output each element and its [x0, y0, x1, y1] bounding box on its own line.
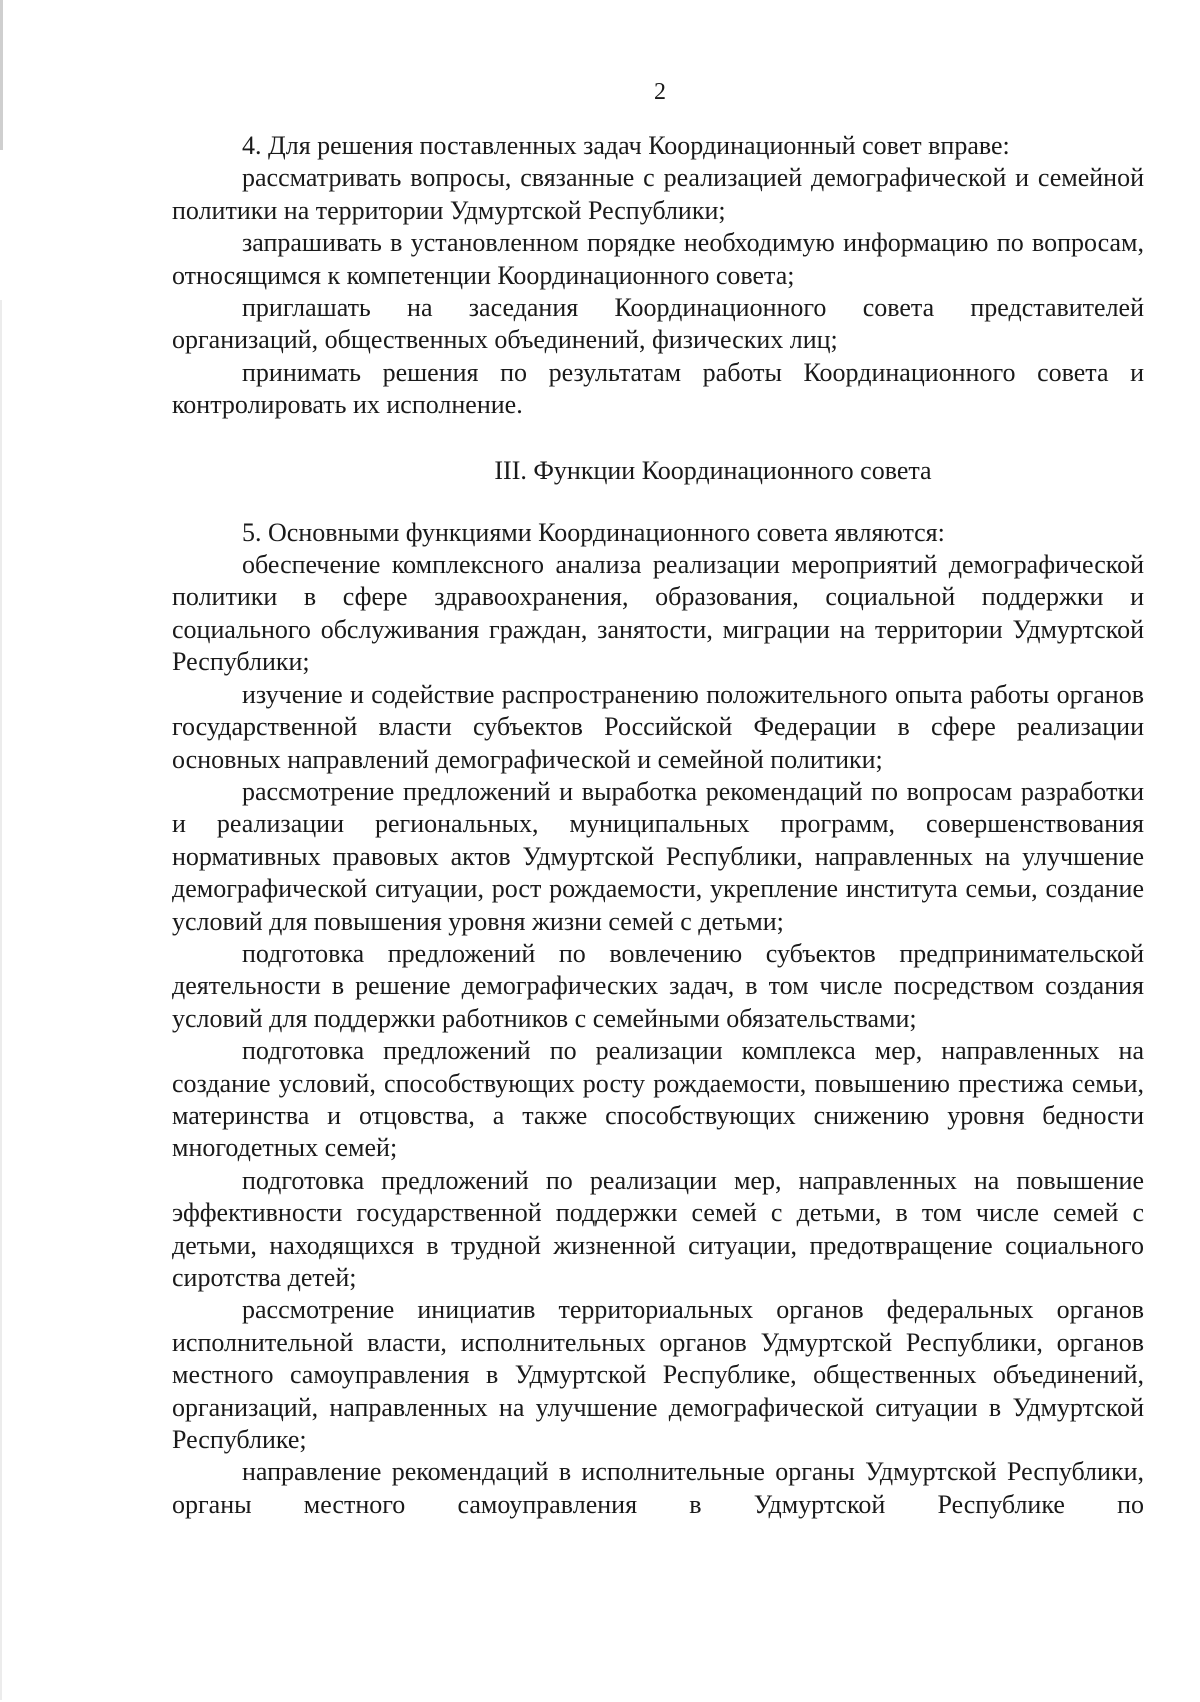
paragraph-right-consider: рассматривать вопросы, связанные с реализацией демографической и семейной политики на территории Удмуртской Республики;	[172, 163, 1144, 225]
paragraph-right-request: запрашивать в установленном порядке необходимую информацию по вопросам, относящимся к компетенции Координационного совета;	[172, 228, 1144, 290]
paragraph-function-support: подготовка предложений по реализации мер, направленных на повышение эффективности государственной поддержки семей с детьми, в том числе семей с детьми, находящихся в трудной жизненной ситуации, предотвращение социального сиротства детей;	[172, 1165, 1144, 1292]
paragraph-rights-intro: 4. Для решения поставленных задач Координационный совет вправе:	[242, 131, 1010, 160]
paragraph-functions-intro: 5. Основными функциями Координационного совета являются:	[242, 517, 945, 547]
spacer	[172, 422, 1144, 455]
paragraph-right-decide: принимать решения по результатам работы Координационного совета и контролировать их исполнение.	[172, 357, 1144, 420]
spacer	[172, 487, 1144, 517]
paragraph-function-business: подготовка предложений по вовлечению субъектов предпринимательской деятельности в решение демографических задач, в том числе посредством создания условий для поддержки работников с семейными обязательствами;	[172, 938, 1144, 1033]
paragraph-right-invite: приглашать на заседания Координационного совета представителей организаций, общественных объединений, физических лиц;	[172, 293, 1144, 355]
paragraph-function-analysis: обеспечение комплексного анализа реализации мероприятий демографической политики в сфере здравоохранения, образования, социальной поддержки и социального обслуживания граждан, занятости, миграции на территории Удмуртской Республики;	[172, 550, 1144, 677]
paragraph-function-experience: изучение и содействие распространению положительного опыта работы органов государственной власти субъектов Российской Федерации в сфере реализации основных направлений демографической и семейной политики;	[172, 679, 1144, 774]
section-heading: III. Функции Координационного совета	[494, 455, 932, 485]
paragraph-function-recommendations: рассмотрение предложений и выработка рекомендаций по вопросам разработки и реализации региональных, муниципальных программ, совершенствования нормативных правовых актов Удмуртской Республики, направленных на улучшение демографической ситуации, рост рождаемости, укрепление института семьи, создание условий для повышения уровня жизни семей с детьми;	[172, 776, 1144, 936]
scan-edge-shadow	[0, 300, 2, 1700]
scan-edge-mark	[0, 0, 3, 150]
paragraph-function-directing: направление рекомендаций в исполнительные органы Удмуртской Республики, органы местного самоуправления в Удмуртской Республике по	[172, 1457, 1144, 1519]
document-body	[172, 130, 1144, 1521]
paragraph-function-initiatives: рассмотрение инициатив территориальных органов федеральных органов исполнительной власти, исполнительных органов Удмуртской Республики, органов местного самоуправления в Удмуртской Республике, общественных объединений, организаций, направленных на улучшение демографической ситуации в Удмуртской Республике;	[172, 1295, 1144, 1455]
page-number: 2	[654, 79, 666, 105]
paragraph-function-birthrate: подготовка предложений по реализации комплекса мер, направленных на создание условий, способствующих росту рождаемости, повышению престижа семьи, материнства и отцовства, а также способствующих снижению уровня бедности многодетных семей;	[172, 1036, 1144, 1163]
